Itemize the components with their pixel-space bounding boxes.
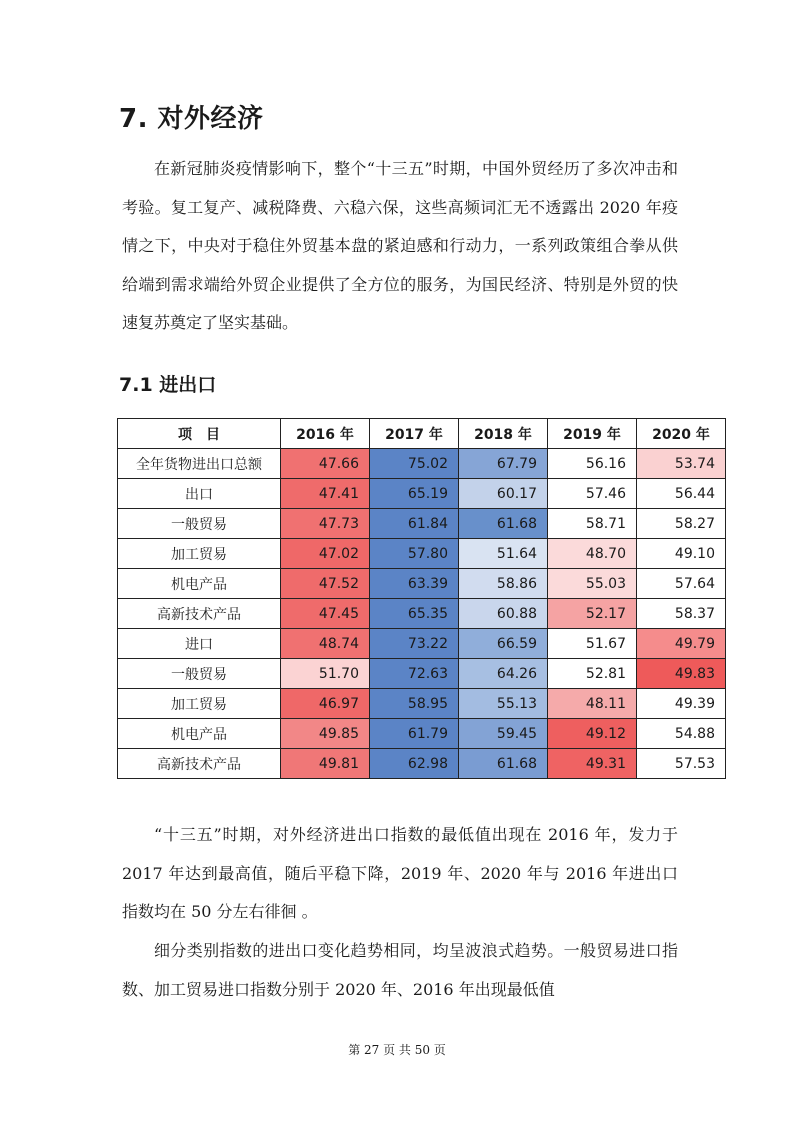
value-cell: 58.95 <box>370 689 459 719</box>
value-cell: 51.70 <box>281 659 370 689</box>
analysis-paragraph-1: “十三五”时期，对外经济进出口指数的最低值出现在 2016 年，发力于 2017 年达到最高值，随后平稳下降，2019 年、2020 年与 2016 年进出口指数均在 50 分左右徘徊 。 <box>122 825 678 921</box>
intro-paragraph: 在新冠肺炎疫情影响下，整个“十三五”时期，中国外贸经历了多次冲击和考验。复工复产、减税降费、六稳六保，这些高频词汇无不透露出 2020 年疫情之下，中央对于稳住外贸基本盘的紧迫感和行动力，一系列政策组合拳从供给端到需求端给外贸企业提供了全方位的服务，为国民经济、特别是外贸的快速复苏奠定了坚实基础。 <box>122 159 678 332</box>
value-cell: 57.80 <box>370 539 459 569</box>
value-cell: 61.84 <box>370 509 459 539</box>
row-label: 机电产品 <box>118 719 281 749</box>
value-cell: 46.97 <box>281 689 370 719</box>
value-cell: 49.81 <box>281 749 370 779</box>
value-cell: 51.67 <box>548 629 637 659</box>
value-cell: 56.44 <box>637 479 726 509</box>
value-cell: 58.86 <box>459 569 548 599</box>
value-cell: 47.41 <box>281 479 370 509</box>
value-cell: 49.31 <box>548 749 637 779</box>
value-cell: 58.27 <box>637 509 726 539</box>
value-cell: 52.81 <box>548 659 637 689</box>
row-label: 一般贸易 <box>118 509 281 539</box>
value-cell: 53.74 <box>637 449 726 479</box>
value-cell: 47.52 <box>281 569 370 599</box>
value-cell: 61.68 <box>459 509 548 539</box>
value-cell: 61.68 <box>459 749 548 779</box>
value-cell: 66.59 <box>459 629 548 659</box>
value-cell: 48.11 <box>548 689 637 719</box>
value-cell: 54.88 <box>637 719 726 749</box>
header-2017: 2017 年 <box>370 419 459 449</box>
value-cell: 65.35 <box>370 599 459 629</box>
subsection-heading: 7.1 进出口 <box>119 374 217 396</box>
value-cell: 67.79 <box>459 449 548 479</box>
value-cell: 55.03 <box>548 569 637 599</box>
header-2019: 2019 年 <box>548 419 637 449</box>
table-row <box>118 449 726 479</box>
value-cell: 47.73 <box>281 509 370 539</box>
table-row <box>118 749 726 779</box>
value-cell: 59.45 <box>459 719 548 749</box>
value-cell: 63.39 <box>370 569 459 599</box>
table-row <box>118 479 726 509</box>
table-row <box>118 599 726 629</box>
value-cell: 57.53 <box>637 749 726 779</box>
row-label: 高新技术产品 <box>118 749 281 779</box>
analysis-paragraph-2: 细分类别指数的进出口变化趋势相同，均呈波浪式趋势。一般贸易进口指数、加工贸易进口指数分别于 2020 年、2016 年出现最低值 <box>122 941 678 999</box>
row-label: 加工贸易 <box>118 689 281 719</box>
table-row <box>118 689 726 719</box>
value-cell: 57.64 <box>637 569 726 599</box>
table-row <box>118 539 726 569</box>
row-label: 进口 <box>118 629 281 659</box>
value-cell: 72.63 <box>370 659 459 689</box>
table-header-row <box>118 419 726 449</box>
value-cell: 49.85 <box>281 719 370 749</box>
row-label: 全年货物进出口总额 <box>118 449 281 479</box>
value-cell: 52.17 <box>548 599 637 629</box>
table-row <box>118 659 726 689</box>
value-cell: 49.79 <box>637 629 726 659</box>
header-item: 项 目 <box>118 419 281 449</box>
header-2018: 2018 年 <box>459 419 548 449</box>
value-cell: 60.17 <box>459 479 548 509</box>
value-cell: 64.26 <box>459 659 548 689</box>
value-cell: 58.37 <box>637 599 726 629</box>
value-cell: 75.02 <box>370 449 459 479</box>
value-cell: 58.71 <box>548 509 637 539</box>
table-row <box>118 719 726 749</box>
value-cell: 56.16 <box>548 449 637 479</box>
header-2020: 2020 年 <box>637 419 726 449</box>
value-cell: 49.12 <box>548 719 637 749</box>
value-cell: 61.79 <box>370 719 459 749</box>
value-cell: 48.74 <box>281 629 370 659</box>
header-2016: 2016 年 <box>281 419 370 449</box>
value-cell: 51.64 <box>459 539 548 569</box>
value-cell: 60.88 <box>459 599 548 629</box>
value-cell: 47.66 <box>281 449 370 479</box>
trade-index-table <box>117 418 726 779</box>
row-label: 高新技术产品 <box>118 599 281 629</box>
row-label: 出口 <box>118 479 281 509</box>
value-cell: 49.10 <box>637 539 726 569</box>
value-cell: 49.39 <box>637 689 726 719</box>
value-cell: 62.98 <box>370 749 459 779</box>
section-heading: 7. 对外经济 <box>119 104 264 134</box>
row-label: 加工贸易 <box>118 539 281 569</box>
value-cell: 73.22 <box>370 629 459 659</box>
value-cell: 65.19 <box>370 479 459 509</box>
value-cell: 55.13 <box>459 689 548 719</box>
value-cell: 47.02 <box>281 539 370 569</box>
row-label: 机电产品 <box>118 569 281 599</box>
value-cell: 49.83 <box>637 659 726 689</box>
page-footer: 第 27 页 共 50 页 <box>348 1043 446 1057</box>
value-cell: 47.45 <box>281 599 370 629</box>
table-row <box>118 509 726 539</box>
table-row <box>118 629 726 659</box>
row-label: 一般贸易 <box>118 659 281 689</box>
table-row <box>118 569 726 599</box>
value-cell: 48.70 <box>548 539 637 569</box>
value-cell: 57.46 <box>548 479 637 509</box>
